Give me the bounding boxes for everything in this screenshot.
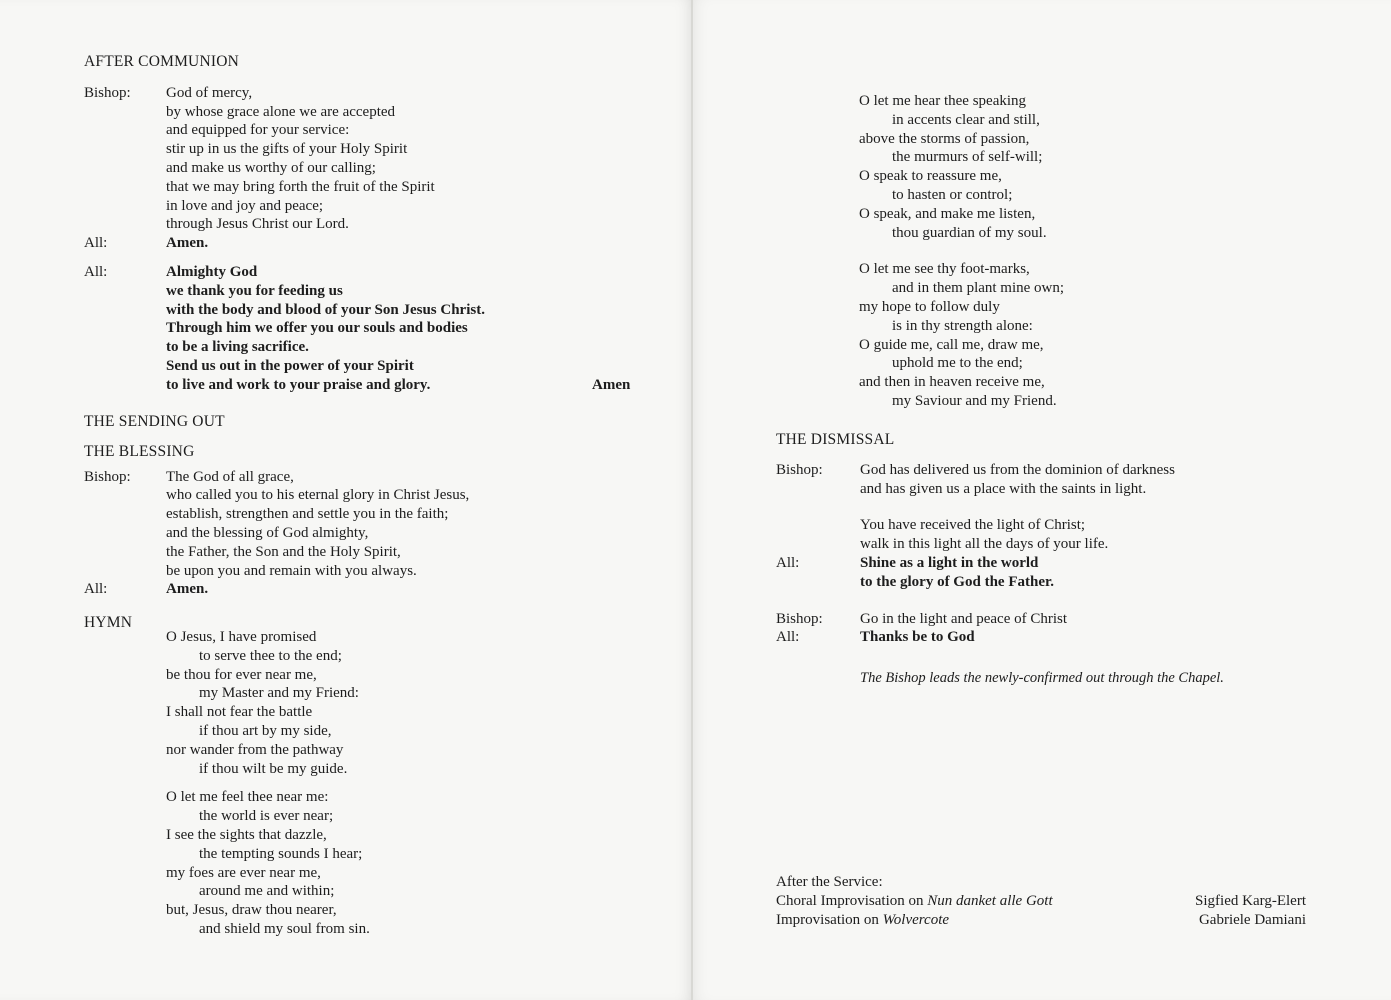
after-communion-prayer: [84, 84, 664, 234]
hymn-line: O guide me, call me, draw me,: [859, 336, 1044, 353]
after-service-section: [776, 873, 1306, 929]
dismissal-thanks: [776, 628, 1376, 647]
hymn-line: O let me hear thee speaking: [859, 93, 1027, 109]
prayer-line: and equipped for your service:: [166, 122, 350, 139]
hymn-line: O speak to reassure me,: [859, 168, 1002, 185]
music-title: Nun danket alle Gott: [927, 892, 1053, 909]
sending-out-heading: THE SENDING OUT: [84, 413, 225, 430]
after-service-label: After the Service:: [776, 874, 883, 890]
hymn-line: O speak, and make me listen,: [859, 205, 1036, 222]
speaker-label: All:: [84, 235, 108, 252]
response-line: to the glory of God the Father.: [860, 573, 1055, 590]
dismissal-line: God has delivered us from the dominion of darkness: [860, 461, 1175, 478]
left-page: [0, 0, 692, 1000]
music-title: Wolvercote: [882, 911, 950, 928]
hymn-continued: [859, 92, 1279, 411]
dismissal-section: [776, 431, 1376, 688]
prayer-line: in love and joy and peace;: [166, 197, 324, 214]
music-prefix: Choral Improvisation on: [776, 892, 928, 909]
speaker-label: Bishop:: [84, 468, 131, 485]
hymn-line: my hope to follow duly: [859, 298, 1000, 315]
hymn-line: I see the sights that dazzle,: [166, 826, 327, 843]
dismissal-heading: THE DISMISSAL: [776, 431, 895, 448]
dismissal-line: walk in this light all the days of your life.: [860, 536, 1109, 553]
hymn-section: [84, 614, 664, 939]
dismissal-go: [776, 610, 1376, 629]
blessing-heading: THE BLESSING: [84, 442, 195, 460]
go-line: Go in the light and peace of Christ: [860, 610, 1068, 627]
blessing-line: who called you to his eternal glory in Christ Jesus,: [166, 487, 470, 504]
response-line: we thank you for feeding us: [166, 282, 343, 299]
response-line: Send us out in the power of your Spirit: [166, 357, 414, 374]
dismissal-line: You have received the light of Christ;: [860, 517, 1086, 534]
response-line: Shine as a light in the world: [860, 554, 1039, 571]
hymn-line: the murmurs of self-will;: [892, 149, 1043, 166]
hymn-line: my foes are ever near me,: [166, 864, 321, 881]
hymn-line: but, Jesus, draw thou nearer,: [166, 902, 337, 919]
blessing-line: establish, strengthen and settle you in the faith;: [166, 506, 449, 523]
blessing-amen: [84, 580, 664, 599]
composer: Sigfied Karg-Elert: [1195, 892, 1306, 909]
response-line: Almighty God: [166, 263, 258, 280]
hymn-line: and in them plant mine own;: [892, 280, 1065, 297]
blessing-line: be upon you and remain with you always.: [166, 562, 417, 579]
hymn-line: my Saviour and my Friend.: [892, 392, 1057, 409]
hymn-line: be thou for ever near me,: [166, 666, 317, 683]
speaker-label: Bishop:: [776, 461, 823, 478]
blessing: [84, 468, 664, 581]
prayer-line: and make us worthy of our calling;: [166, 159, 376, 176]
hymn-line: nor wander from the pathway: [166, 741, 344, 758]
hymn-line: to hasten or control;: [892, 186, 1013, 203]
response-line: to be a living sacrifice.: [166, 339, 309, 356]
dismissal-bishop: [776, 461, 1376, 554]
prayer-line: through Jesus Christ our Lord.: [166, 216, 349, 233]
after-communion-response: [84, 263, 664, 395]
prayer-line: stir up in us the gifts of your Holy Spirit: [166, 141, 408, 158]
music-item: [776, 911, 1306, 930]
after-communion-heading: AFTER COMMUNION: [84, 53, 239, 70]
dismissal-line: and has given us a place with the saints in light.: [860, 480, 1147, 497]
hymn-line: in accents clear and still,: [892, 111, 1040, 128]
hymn-line: uphold me to the end;: [892, 355, 1023, 372]
hymn-line: to serve thee to the end;: [199, 647, 342, 664]
amen-response: Amen.: [166, 581, 209, 598]
right-page: [693, 0, 1391, 1000]
speaker-label: All:: [84, 581, 108, 598]
amen-response: Amen.: [166, 235, 209, 252]
speaker-label: Bishop:: [776, 610, 823, 627]
prayer-line: that we may bring forth the fruit of the Spirit: [166, 178, 435, 195]
speaker-label: All:: [776, 629, 800, 646]
hymn-verse-1: [166, 614, 664, 939]
prayer-line: God of mercy,: [166, 84, 253, 101]
hymn-line: the tempting sounds I hear;: [199, 845, 363, 862]
response-line: Through him we offer you our souls and bodies: [166, 320, 468, 337]
music-prefix: Improvisation on: [776, 911, 883, 928]
sending-out-section: [84, 413, 664, 599]
response-amen: Amen: [592, 376, 631, 393]
speaker-label: Bishop:: [84, 84, 131, 101]
hymn-line: the world is ever near;: [199, 808, 334, 825]
hymn-line: around me and within;: [199, 883, 335, 900]
hymn-heading: HYMN: [84, 614, 133, 631]
hymn-line: O Jesus, I have promised: [166, 629, 317, 645]
hymn-line: is in thy strength alone:: [892, 317, 1033, 334]
hymn-line: my Master and my Friend:: [199, 685, 359, 702]
dismissal-all: [776, 554, 1376, 592]
response-line: with the body and blood of your Son Jesus Christ.: [166, 301, 485, 318]
composer: Gabriele Damiani: [1198, 911, 1306, 928]
response-line: to live and work to your praise and glory.: [166, 376, 431, 393]
hymn-line: thou guardian of my soul.: [892, 224, 1047, 241]
blessing-line: and the blessing of God almighty,: [166, 524, 369, 541]
rubric: The Bishop leads the newly-confirmed out through the Chapel.: [860, 670, 1224, 687]
music-item: [776, 892, 1306, 911]
speaker-label: All:: [84, 263, 108, 280]
blessing-line: The God of all grace,: [166, 468, 294, 485]
speaker-label: All:: [776, 554, 800, 571]
thanks-response: Thanks be to God: [860, 629, 975, 646]
hymn-line: above the storms of passion,: [859, 130, 1030, 147]
hymn-line: I shall not fear the battle: [166, 704, 313, 721]
hymn-line: if thou art by my side,: [199, 722, 332, 739]
after-communion-amen: [84, 234, 664, 253]
hymn-line: O let me see thy foot-marks,: [859, 261, 1030, 278]
hymn-line: and shield my soul from sin.: [199, 920, 370, 937]
hymn-line: if thou wilt be my guide.: [199, 760, 348, 777]
after-communion-section: [84, 53, 664, 395]
prayer-line: by whose grace alone we are accepted: [166, 103, 396, 120]
blessing-line: the Father, the Son and the Holy Spirit,: [166, 543, 401, 560]
hymn-line: and then in heaven receive me,: [859, 374, 1045, 391]
hymn-line: O let me feel thee near me:: [166, 789, 329, 806]
